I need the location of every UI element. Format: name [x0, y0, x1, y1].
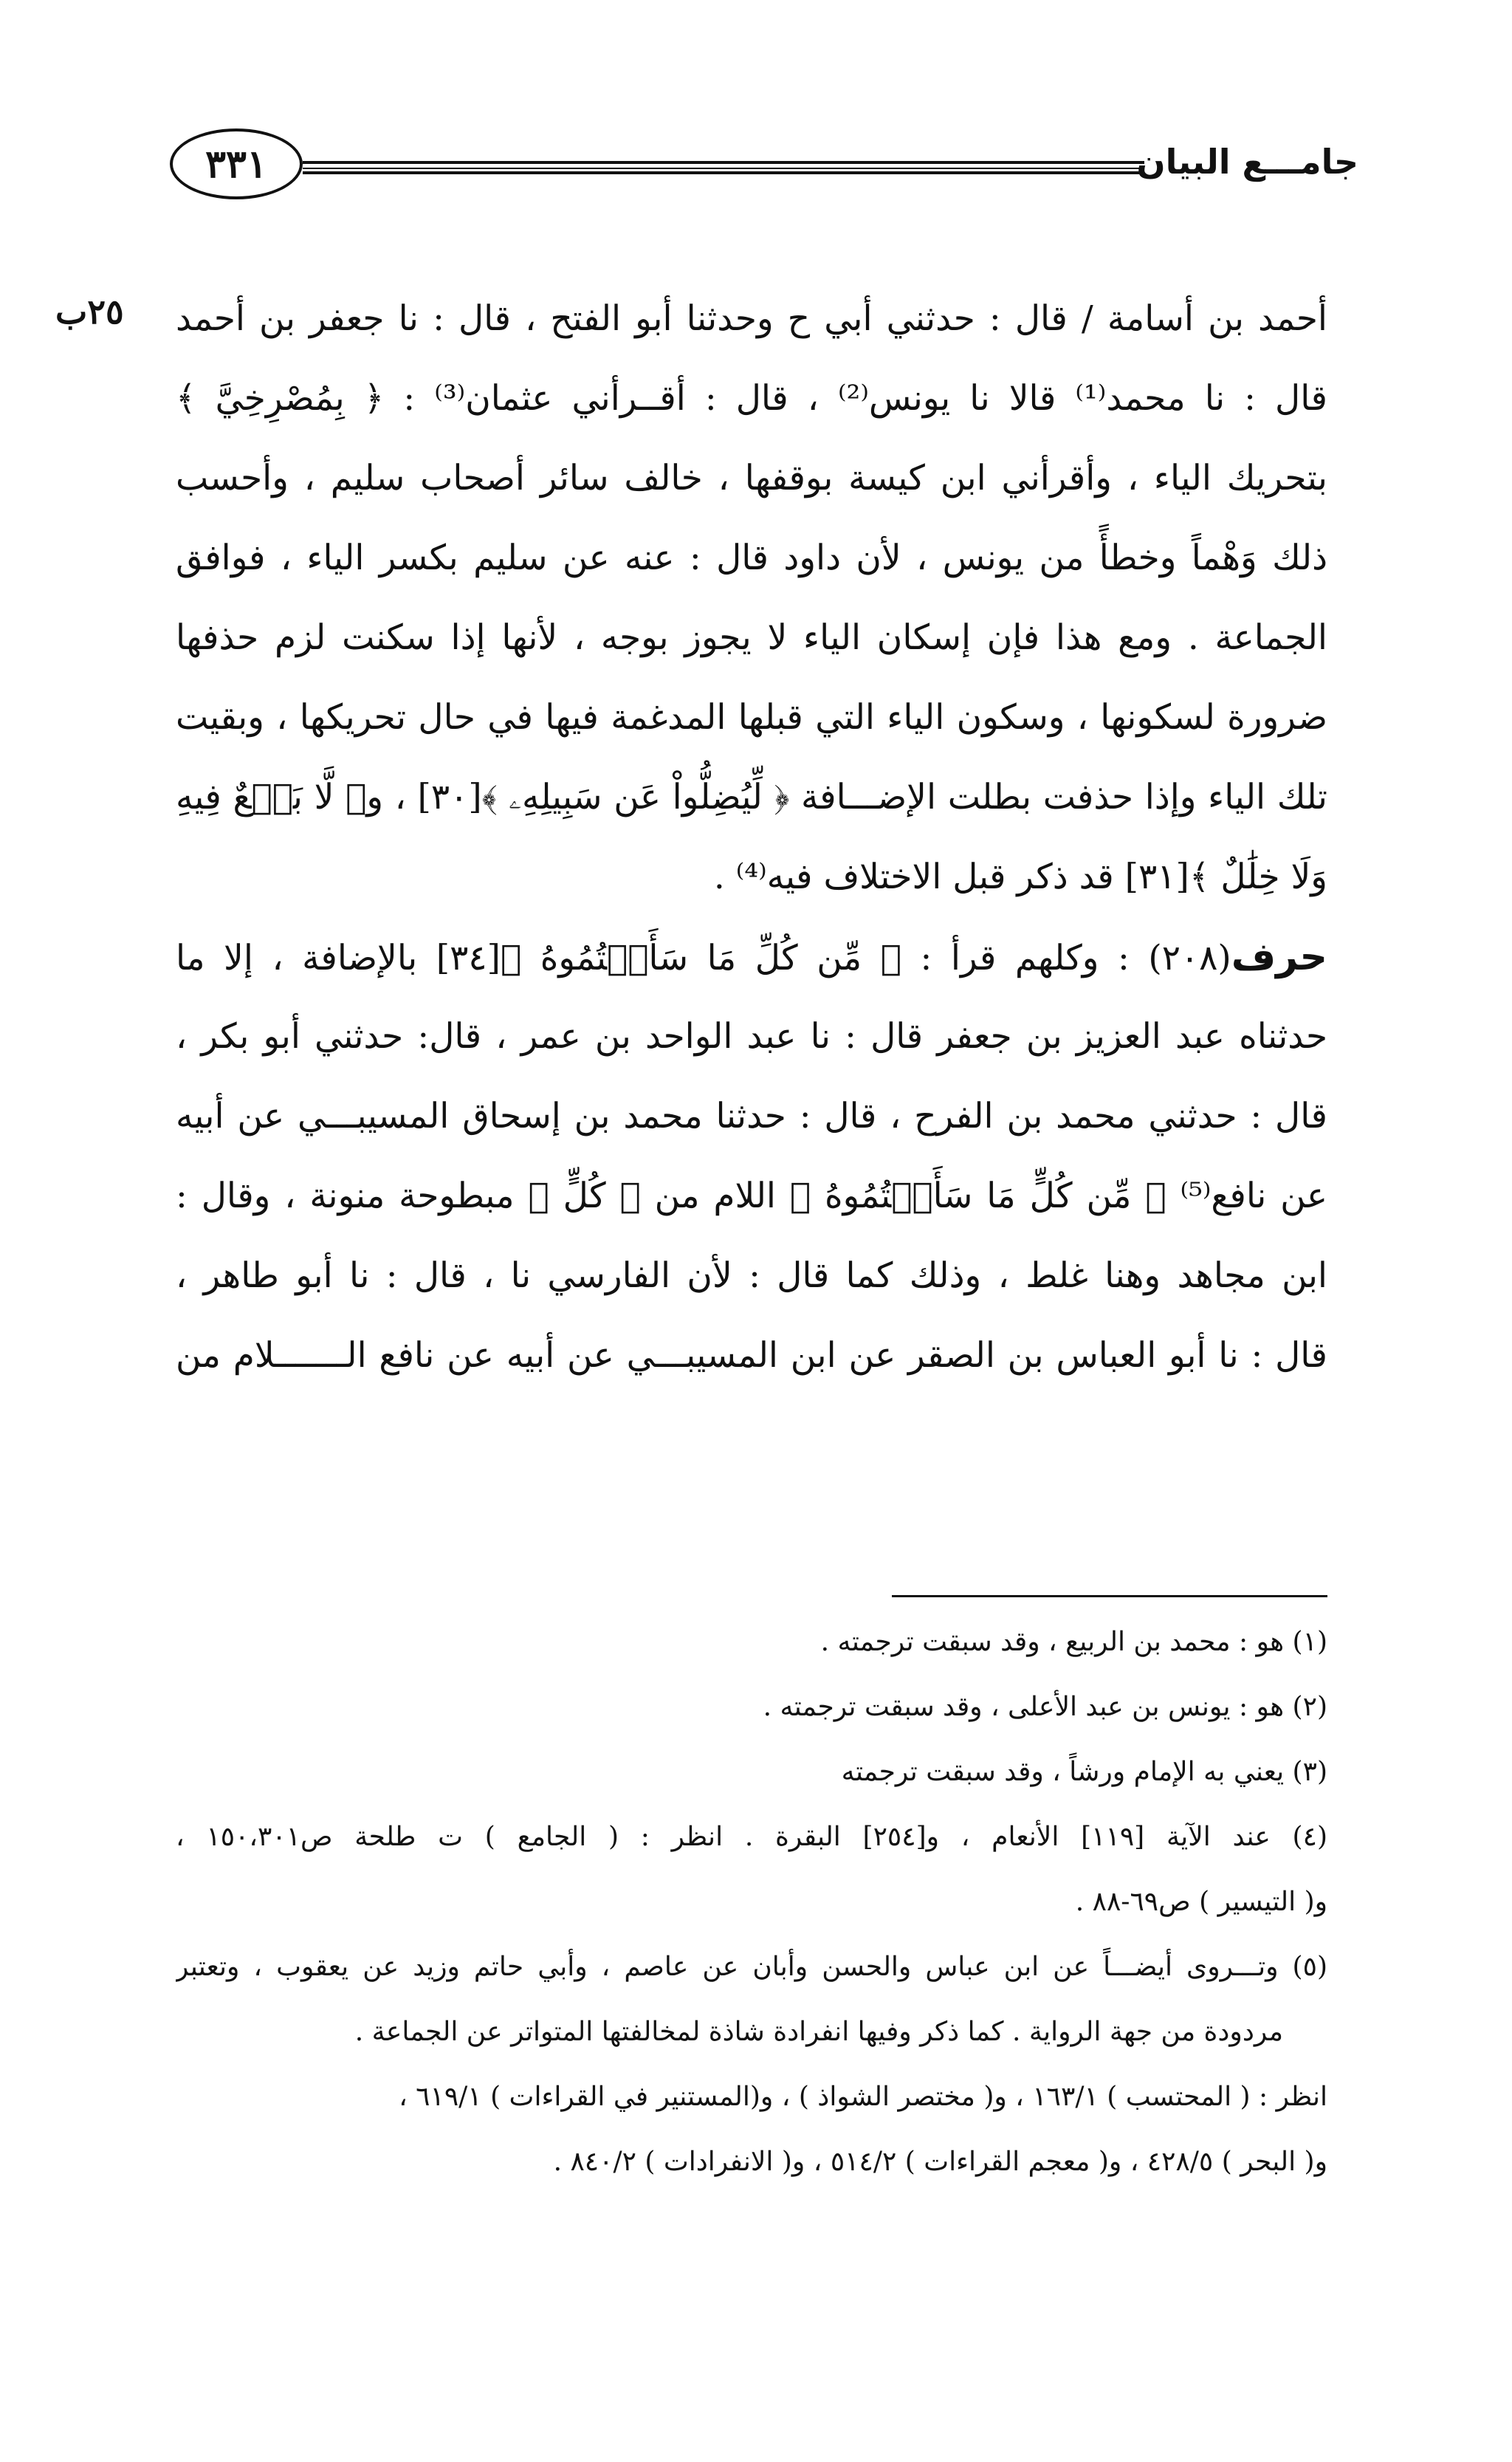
footnote-continuation: مردودة من جهة الرواية . كما ذكر وفيها انفرادة شاذة لمخالفتها المتواتر عن الجماعة . [354, 2017, 1283, 2047]
footnote-continuation: انظر : ( المحتسب ) ١٦٣/١ ، و( مختصر الشواذ ) ، و(المستنير في القراءات ) ٦١٩/١ ، [399, 2082, 1327, 2112]
harf-line-text: (٢٠٨) : وكلهم قرأ : ﴿ مِّن كُلِّ مَا سَأَلۡتُمُوهُ ﴾[٣٤] بالإضافة ، إلا ما [176, 938, 1231, 978]
text-line: حدثناه عبد العزيز بن جعفر قال : نا عبد الواحد بن عمر ، قال: حدثني أبو بكر ، [176, 1016, 1327, 1057]
text-line: ضرورة لسكونها ، وسكون الياء التي قبلها المدغمة فيها في حال تحريكها ، وبقيت [176, 697, 1327, 738]
footnote: (٢) هو : يونس بن عبد الأعلى ، وقد سبقت ترجمته . [763, 1692, 1327, 1722]
harf-line [176, 917, 1327, 997]
footnotes [176, 1610, 1327, 2195]
text-line: ابن مجاهد وهنا غلط ، وذلك كما قال : لأن الفارسي نا ، قال : نا أبو طاهر ، [176, 1255, 1327, 1296]
header-rule-inner [303, 168, 1144, 169]
footnote: (١) هو : محمد بن الربيع ، وقد سبقت ترجمته . [820, 1627, 1327, 1657]
footnote: (٥) وتـــروى أيضـــاً عن ابن عباس والحسن وأبان عن عاصم ، وأبي حاتم وزيد عن يعقوب ، وتعتبر [176, 1952, 1327, 1982]
page-number-oval [170, 128, 303, 199]
footnote-continuation: و( البحر ) ٤٢٨/٥ ، و( معجم القراءات ) ٥١٤/٢ ، و( الانفرادات ) ٨٤٠/٢ . [553, 2147, 1327, 2177]
text-line: الجماعة . ومع هذا فإن إسكان الياء لا يجوز بوجه ، لأنها إذا سكنت لزم حذفها [176, 617, 1327, 658]
text-line: قال : حدثني محمد بن الفرح ، قال : حدثنا محمد بن إسحاق المسيبـــي عن أبيه [176, 1096, 1327, 1136]
text-line: تلك الياء وإذا حذفت بطلت الإضـــافة ﴿ لِّيُضِلُّواْ عَن سَبِيلِهِۦ ﴾[٣٠] ، و﴿ لَّا بَيۡعٌ فِيهِ [176, 777, 1327, 817]
footnote-separator [892, 1595, 1327, 1597]
harf-label: حرف [1231, 935, 1327, 979]
text-line: وَلَا خِلَٰلٌ ﴾[٣١] قد ذكر قبل الاختلاف فيه⁽⁴⁾ . [713, 857, 1327, 897]
page-number: ٣٣١ [205, 141, 267, 187]
text-line: قال : نا محمد⁽¹⁾ قالا نا يونس⁽²⁾ ، قال : أقــرأني عثمان⁽³⁾ : ﴿ بِمُصْرِخِيَّ ﴾ [176, 378, 1327, 419]
text-line: ذلك وَهْماً وخطأً من يونس ، لأن داود قال : عنه عن سليم بكسر الياء ، فوافق [176, 538, 1327, 578]
running-title: جامـــع البيان [1136, 142, 1358, 182]
main-text [176, 279, 1327, 1396]
text-line: عن نافع⁽⁵⁾ ﴿ مِّن كُلٍّ مَا سَأَلۡتُمُوهُ ﴾ اللام من ﴿ كُلٍّ ﴾ مبطوحة منونة ، وقال : [176, 1176, 1327, 1216]
footnote-continuation: و( التيسير ) ص٦٩-٨٨ . [1075, 1887, 1327, 1917]
page-header [148, 126, 1358, 207]
text-line: قال : نا أبو العباس بن الصقر عن ابن المسيبـــي عن أبيه عن نافع الـــــــلام من [176, 1335, 1327, 1376]
manuscript-folio-marker: ٢٥ب [55, 292, 124, 332]
text-line: بتحريك الياء ، وأقرأني ابن كيسة بوقفها ، خالف سائر أصحاب سليم ، وأحسب [176, 458, 1327, 498]
footnote: (٤) عند الآية [١١٩] الأنعام ، و[٢٥٤] البقرة . انظر : ( الجامع ) ت طلحة ص١٥٠،٣٠١ ، [176, 1822, 1327, 1852]
footnote: (٣) يعني به الإمام ورشاً ، وقد سبقت ترجمته [841, 1757, 1327, 1787]
text-line: أحمد بن أسامة / قال : حدثني أبي ح وحدثنا أبو الفتح ، قال : نا جعفر بن أحمد [176, 298, 1327, 339]
